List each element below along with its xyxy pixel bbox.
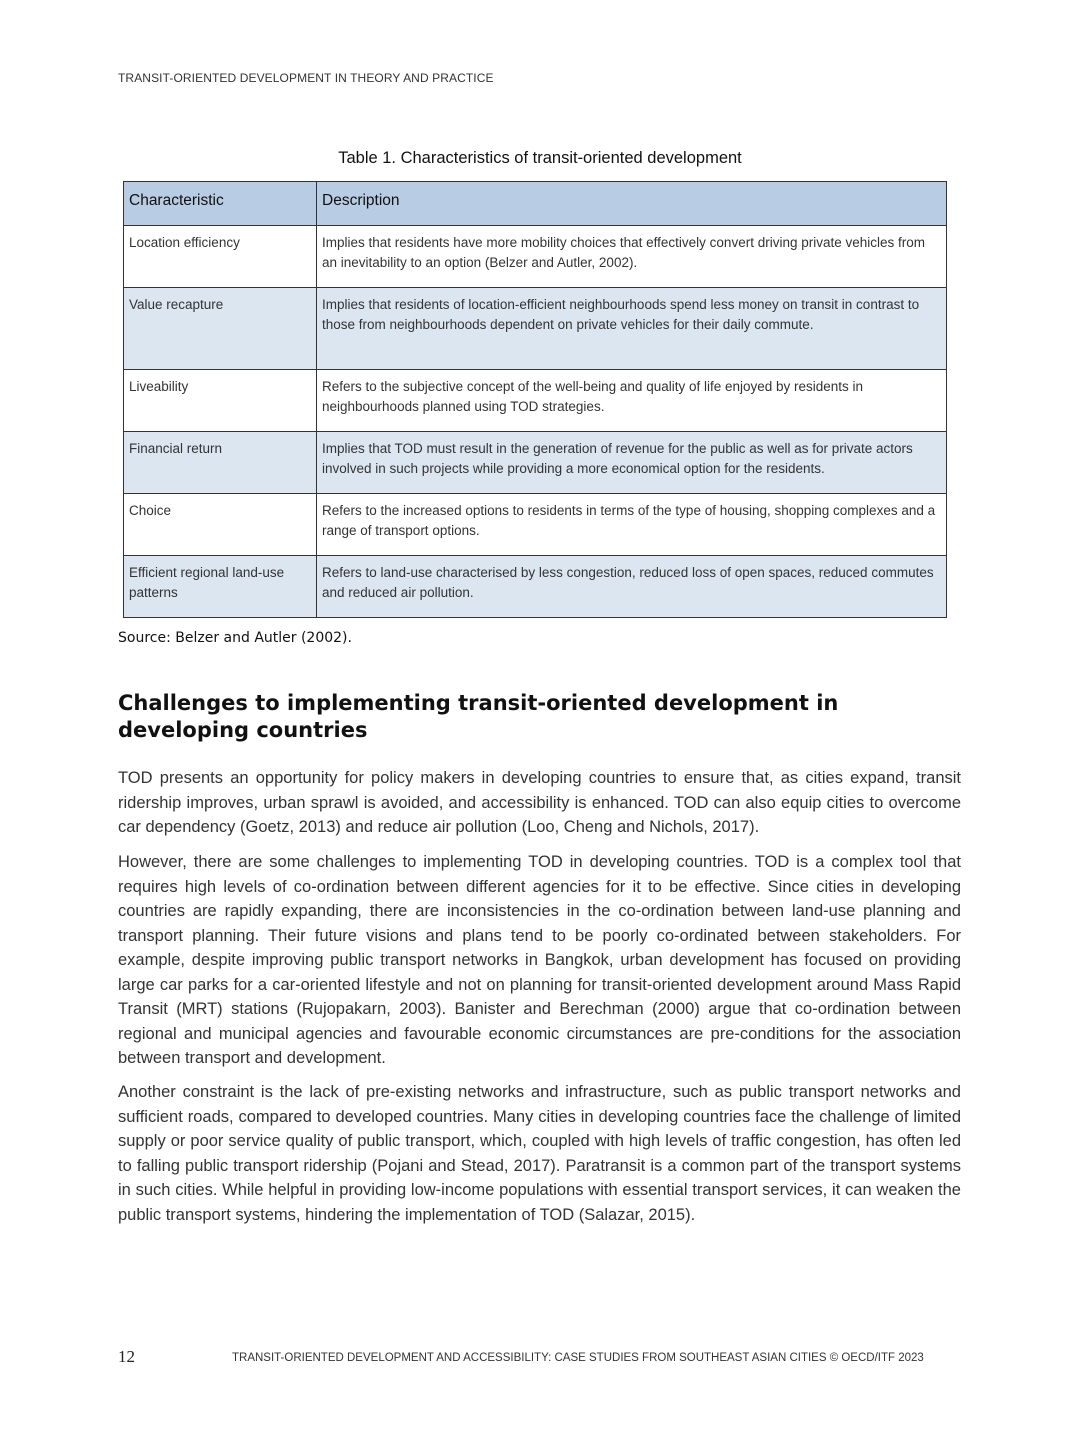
description-cell: Refers to land-use characterised by less congestion, reduced loss of open spaces, reduced commutes and reduced air pollution. (317, 556, 947, 618)
table-row (124, 370, 947, 432)
characteristic-cell: Financial return (124, 432, 317, 494)
characteristics-table (123, 181, 947, 618)
table-row (124, 288, 947, 370)
table-title: Table 1. Characteristics of transit-oriented development (338, 149, 742, 167)
page-number: 12 (118, 1347, 135, 1366)
characteristic-cell: Liveability (124, 370, 317, 432)
table-source-note: Source: Belzer and Autler (2002). (118, 630, 352, 646)
column-header-description: Description (317, 182, 947, 226)
column-header-characteristic: Characteristic (124, 182, 317, 226)
characteristic-cell: Location efficiency (124, 226, 317, 288)
body-paragraph: Another constraint is the lack of pre-existing networks and infrastructure, such as public transport networks and sufficient roads, compared to developed countries. Many cities in developing countries face the challenge of limited supply or poor service quality of public transport, which, coupled with high levels of traffic congestion, has often led to falling public transport ridership (Pojani and Stead, 2017). Paratransit is a common part of the transport systems in such cities. While helpful in providing low-income populations with essential transport services, it can weaken the public transport systems, hindering the implementation of TOD (Salazar, 2015). (118, 1083, 961, 1224)
characteristic-cell: Value recapture (124, 288, 317, 370)
running-head: TRANSIT-ORIENTED DEVELOPMENT IN THEORY AND PRACTICE (118, 71, 494, 85)
description-cell: Implies that residents of location-efficient neighbourhoods spend less money on transit in contrast to those from neighbourhoods dependent on private vehicles for their daily commute. (317, 288, 947, 370)
characteristic-cell: Efficient regional land-use patterns (124, 556, 317, 618)
table-header-row (124, 182, 947, 226)
body-paragraph: TOD presents an opportunity for policy makers in developing countries to ensure that, as cities expand, transit ridership improves, urban sprawl is avoided, and accessibility is enhanced. TOD can also equip cities to overcome car dependency (Goetz, 2013) and reduce air pollution (Loo, Cheng and Nichols, 2017). (118, 769, 961, 836)
description-cell: Implies that TOD must result in the generation of revenue for the public as well as for private actors involved in such projects while providing a more economical option for the residents. (317, 432, 947, 494)
body-paragraph: However, there are some challenges to implementing TOD in developing countries. TOD is a complex tool that requires high levels of co-ordination between different agencies for it to be effective. Since cities in developing countries are rapidly expanding, there are inconsistencies in the co-ordination between land-use planning and transport planning. Their future visions and plans tend to be poorly co-ordinated between stakeholders. For example, despite improving public transport networks in Bangkok, urban development has focused on providing large car parks for a car-oriented lifestyle and not on planning for transit-oriented development around Mass Rapid Transit (MRT) stations (Rujopakarn, 2003). Banister and Berechman (2000) argue that co-ordination between regional and municipal agencies and favourable economic circumstances are pre-conditions for the association between transport and development. (118, 853, 961, 1067)
table-row (124, 226, 947, 288)
description-cell: Refers to the increased options to residents in terms of the type of housing, shopping complexes and a range of transport options. (317, 494, 947, 556)
description-cell: Implies that residents have more mobility choices that effectively convert driving private vehicles from an inevitability to an option (Belzer and Autler, 2002). (317, 226, 947, 288)
table-row (124, 494, 947, 556)
section-heading: Challenges to implementing transit-oriented development in developing countries (118, 691, 839, 742)
footer-text: TRANSIT-ORIENTED DEVELOPMENT AND ACCESSIBILITY: CASE STUDIES FROM SOUTHEAST ASIAN CITIES © OECD/ITF 2023 (232, 1352, 924, 1364)
characteristic-cell: Choice (124, 494, 317, 556)
table-row (124, 432, 947, 494)
description-cell: Refers to the subjective concept of the well-being and quality of life enjoyed by residents in neighbourhoods planned using TOD strategies. (317, 370, 947, 432)
table-row (124, 556, 947, 618)
